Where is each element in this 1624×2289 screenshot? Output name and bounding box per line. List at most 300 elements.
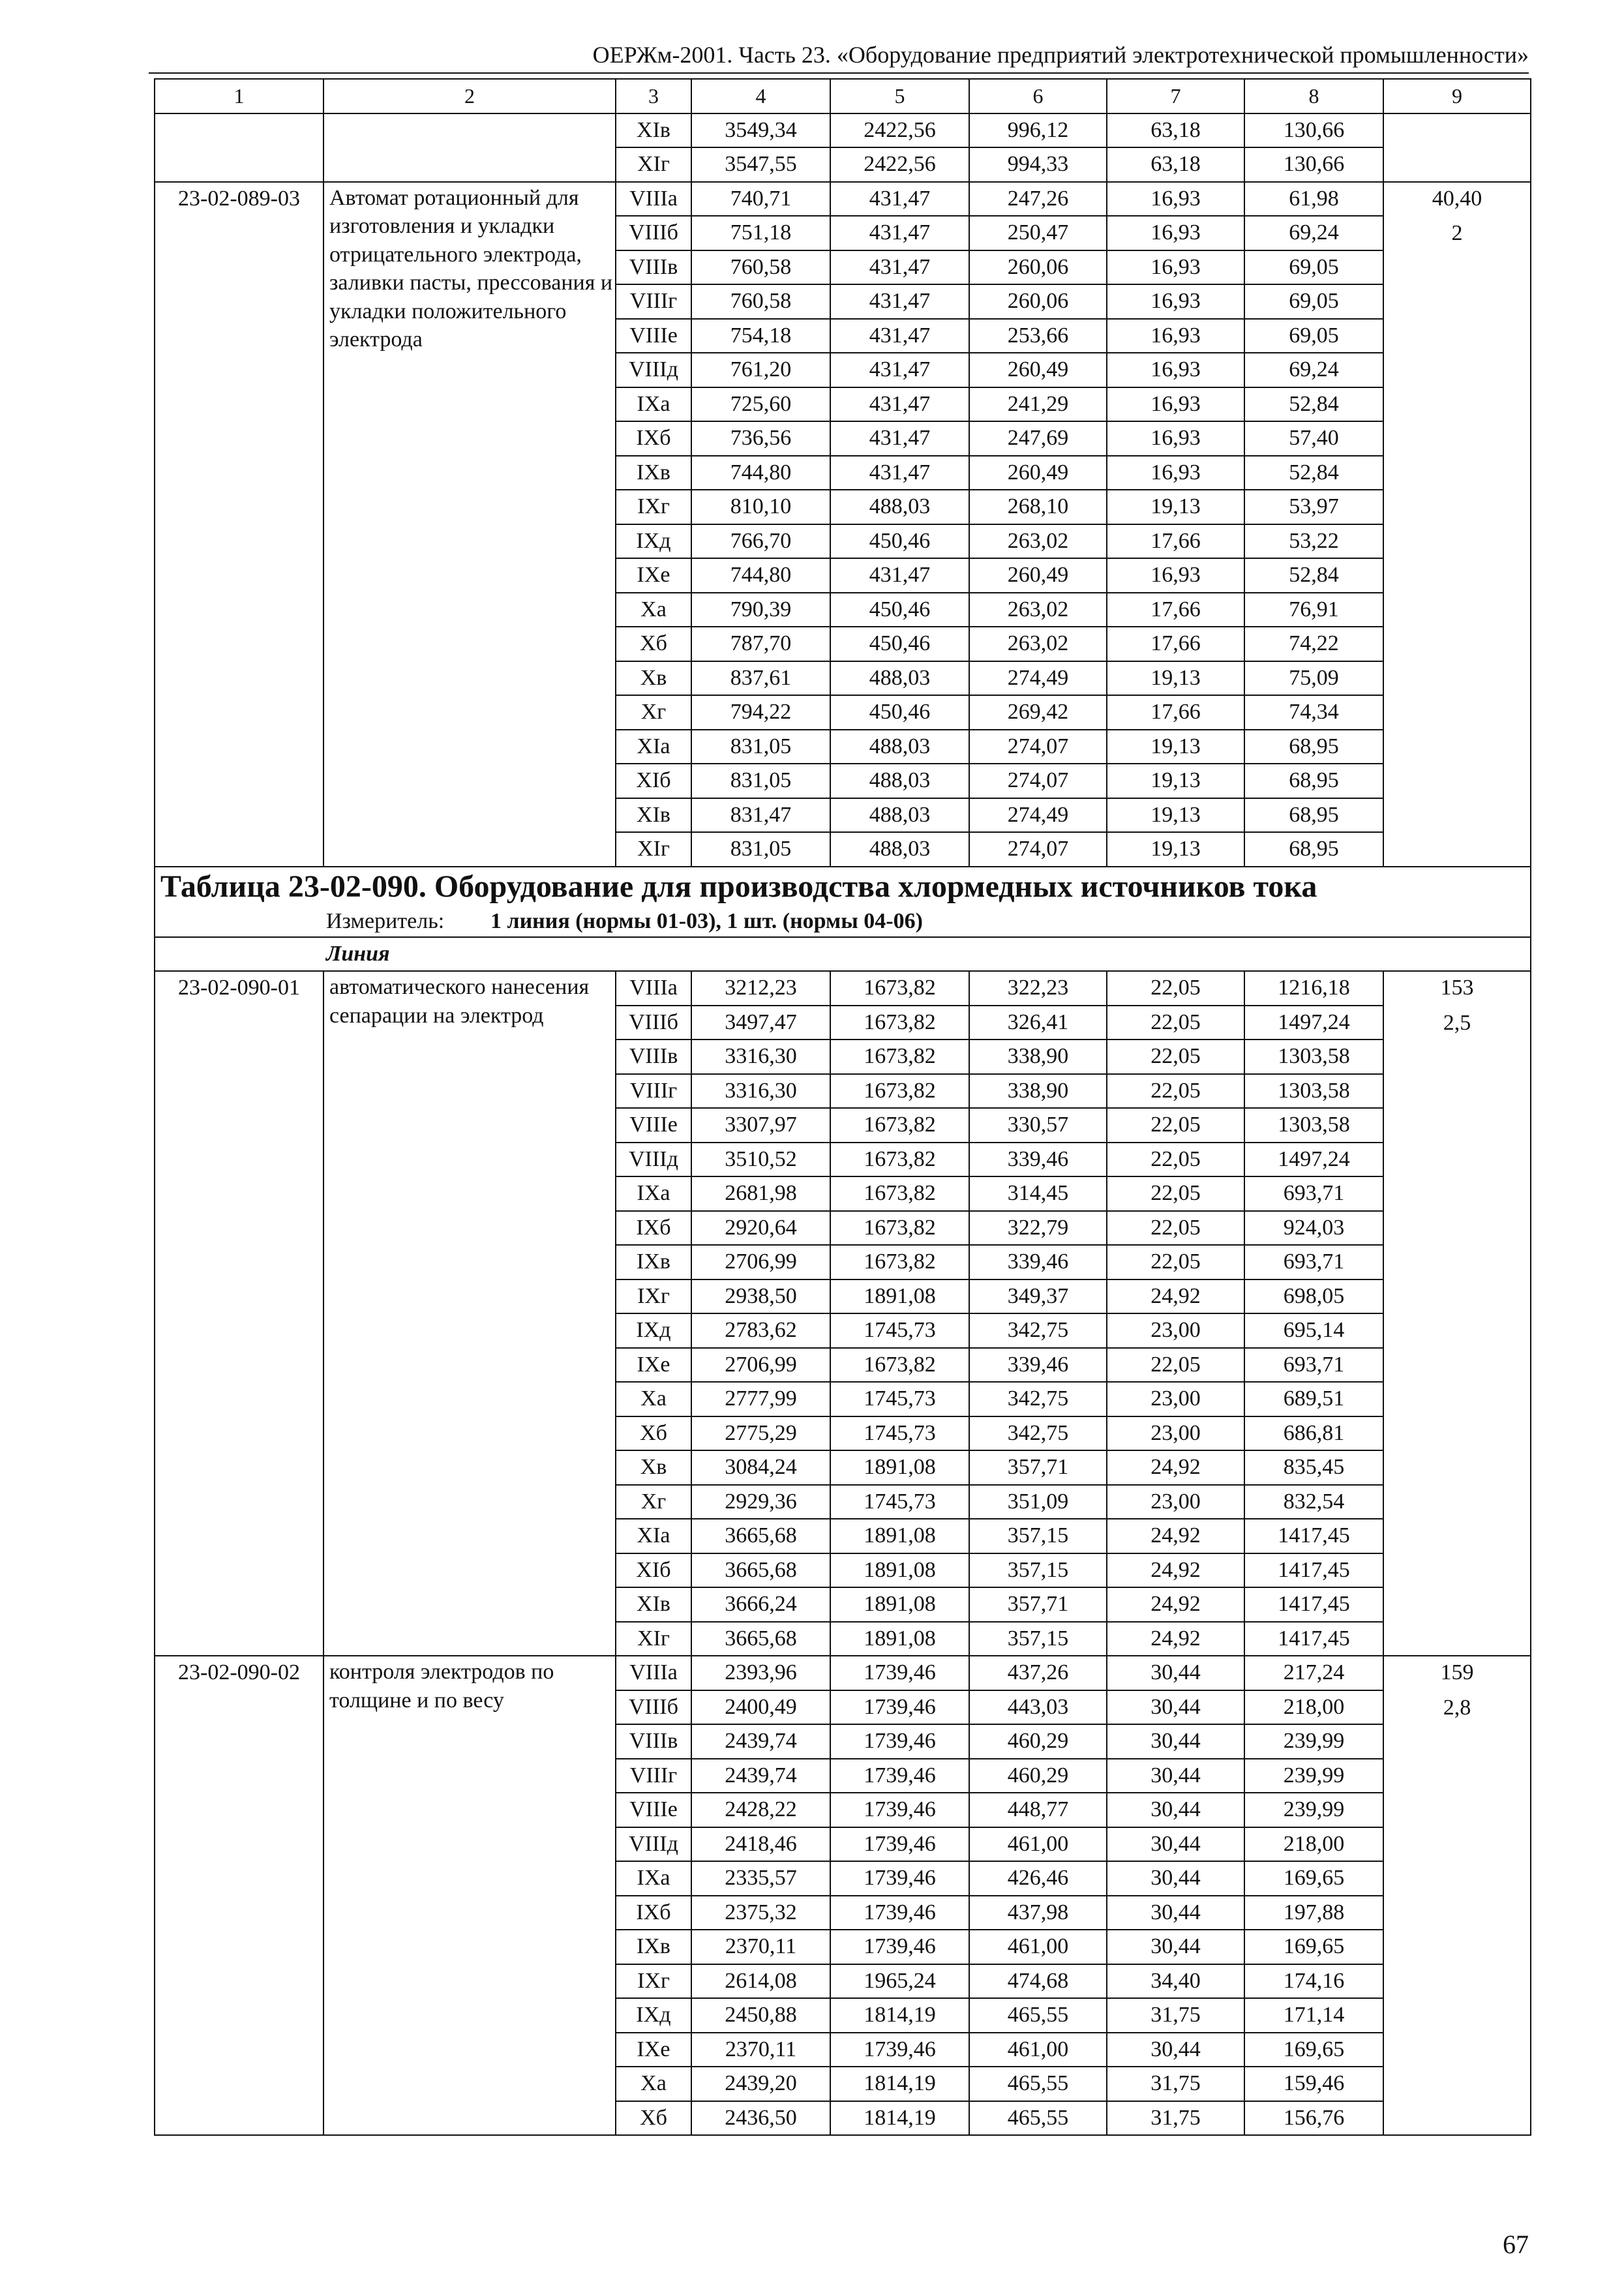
value-cell: 754,18 [691, 319, 830, 353]
value-cell: 74,22 [1244, 627, 1383, 661]
region-cell: IXб [616, 1211, 691, 1246]
value-cell: 322,79 [969, 1211, 1107, 1246]
value-cell: 810,10 [691, 490, 830, 524]
value-cell: 260,49 [969, 558, 1107, 593]
value-cell: 269,42 [969, 695, 1107, 730]
value-cell: 16,93 [1107, 387, 1244, 422]
column-9-value: 2,8 [1443, 1695, 1471, 1720]
value-cell: 1739,46 [830, 1896, 969, 1930]
rate-code: 23-02-090-02 [155, 1656, 323, 2135]
value-cell: 16,93 [1107, 250, 1244, 285]
region-cell: Xа [616, 593, 691, 627]
value-cell: 24,92 [1107, 1279, 1244, 1314]
region-cell: IXа [616, 1176, 691, 1211]
value-cell: 22,05 [1107, 1074, 1244, 1109]
value-cell: 488,03 [830, 764, 969, 798]
region-cell: VIIIг [616, 1759, 691, 1793]
region-cell: IXв [616, 1930, 691, 1964]
value-cell: 431,47 [830, 216, 969, 250]
value-cell: 239,99 [1244, 1759, 1383, 1793]
value-cell: 30,44 [1107, 1724, 1244, 1759]
value-cell: 693,71 [1244, 1245, 1383, 1279]
value-cell: 2375,32 [691, 1896, 830, 1930]
region-cell: IXв [616, 456, 691, 490]
column-9-values [1383, 971, 1531, 1656]
region-cell: Xа [616, 1382, 691, 1416]
value-cell: 342,75 [969, 1416, 1107, 1451]
value-cell: 23,00 [1107, 1382, 1244, 1416]
value-cell: 342,75 [969, 1313, 1107, 1348]
value-cell: 1745,73 [830, 1485, 969, 1519]
value-cell: 740,71 [691, 182, 830, 217]
value-cell: 218,00 [1244, 1690, 1383, 1725]
value-cell: 22,05 [1107, 1108, 1244, 1143]
rates-table [154, 78, 1531, 2136]
value-cell: 169,65 [1244, 2033, 1383, 2067]
value-cell: 30,44 [1107, 1656, 1244, 1690]
region-cell: Xб [616, 627, 691, 661]
measure-row [155, 906, 1531, 937]
value-cell: 1417,45 [1244, 1519, 1383, 1553]
column-9-values [1383, 1656, 1531, 2135]
value-cell: 357,15 [969, 1553, 1107, 1588]
value-cell: 1673,82 [830, 1176, 969, 1211]
region-cell: Xб [616, 2101, 691, 2136]
equipment-description: автоматического нанесения сепарации на электрод [323, 971, 616, 1656]
value-cell: 274,07 [969, 764, 1107, 798]
value-cell: 488,03 [830, 832, 969, 867]
value-cell: 431,47 [830, 421, 969, 456]
value-cell: 461,00 [969, 1930, 1107, 1964]
measure-cell [155, 906, 1531, 937]
value-cell: 217,24 [1244, 1656, 1383, 1690]
value-cell: 53,22 [1244, 524, 1383, 559]
value-cell: 330,57 [969, 1108, 1107, 1143]
value-cell: 2920,64 [691, 1211, 830, 1246]
value-cell: 831,05 [691, 730, 830, 764]
value-cell: 24,92 [1107, 1622, 1244, 1656]
value-cell: 1965,24 [830, 1964, 969, 1999]
value-cell: 1739,46 [830, 1690, 969, 1725]
value-cell: 831,05 [691, 764, 830, 798]
value-cell: 274,49 [969, 798, 1107, 833]
value-cell: 1745,73 [830, 1313, 969, 1348]
value-cell: 19,13 [1107, 730, 1244, 764]
value-cell: 24,92 [1107, 1587, 1244, 1622]
value-cell: 1745,73 [830, 1416, 969, 1451]
value-cell: 23,00 [1107, 1313, 1244, 1348]
value-cell: 68,95 [1244, 832, 1383, 867]
region-cell: Xб [616, 1416, 691, 1451]
value-cell: 766,70 [691, 524, 830, 559]
value-cell: 69,05 [1244, 250, 1383, 285]
value-cell: 22,05 [1107, 1245, 1244, 1279]
region-cell: VIIIд [616, 353, 691, 387]
region-cell: IXд [616, 1998, 691, 2033]
value-cell: 260,06 [969, 284, 1107, 319]
value-cell: 488,03 [830, 661, 969, 696]
value-cell: 218,00 [1244, 1827, 1383, 1862]
value-cell: 994,33 [969, 147, 1107, 182]
value-cell: 1303,58 [1244, 1074, 1383, 1109]
column-number: 1 [155, 79, 323, 113]
value-cell: 30,44 [1107, 1930, 1244, 1964]
header-rule [149, 72, 1529, 74]
value-cell: 1497,24 [1244, 1143, 1383, 1177]
value-cell: 1673,82 [830, 1211, 969, 1246]
value-cell: 263,02 [969, 627, 1107, 661]
equipment-description: Автомат ротационный для изготовления и укладки отрицательного электрода, заливки пасты, прессования и укладки положительного электрода [323, 182, 616, 867]
value-cell: 22,05 [1107, 1040, 1244, 1074]
column-number: 6 [969, 79, 1107, 113]
equipment-description: контроля электродов по толщине и по весу [323, 1656, 616, 2135]
value-cell: 744,80 [691, 456, 830, 490]
column-number: 8 [1244, 79, 1383, 113]
value-cell: 996,12 [969, 113, 1107, 148]
column-9-values [1383, 113, 1531, 182]
value-cell: 1891,08 [830, 1622, 969, 1656]
value-cell: 465,55 [969, 2067, 1107, 2101]
value-cell: 268,10 [969, 490, 1107, 524]
value-cell: 2335,57 [691, 1861, 830, 1896]
value-cell: 31,75 [1107, 2101, 1244, 2136]
value-cell: 1303,58 [1244, 1040, 1383, 1074]
value-cell: 686,81 [1244, 1416, 1383, 1451]
value-cell: 695,14 [1244, 1313, 1383, 1348]
column-number: 7 [1107, 79, 1244, 113]
value-cell: 3665,68 [691, 1553, 830, 1588]
region-cell: VIIIг [616, 1074, 691, 1109]
value-cell: 488,03 [830, 730, 969, 764]
value-cell: 63,18 [1107, 147, 1244, 182]
column-9-value: 2 [1451, 221, 1463, 245]
value-cell: 450,46 [830, 593, 969, 627]
table-row [155, 971, 1531, 1006]
value-cell: 437,26 [969, 1656, 1107, 1690]
region-cell: VIIIд [616, 1143, 691, 1177]
value-cell: 339,46 [969, 1245, 1107, 1279]
region-cell: Xв [616, 661, 691, 696]
value-cell: 1303,58 [1244, 1108, 1383, 1143]
value-cell: 2418,46 [691, 1827, 830, 1862]
value-cell: 1739,46 [830, 1930, 969, 1964]
region-cell: VIIIв [616, 1724, 691, 1759]
value-cell: 787,70 [691, 627, 830, 661]
value-cell: 52,84 [1244, 558, 1383, 593]
value-cell: 17,66 [1107, 627, 1244, 661]
value-cell: 22,05 [1107, 971, 1244, 1006]
value-cell: 16,93 [1107, 558, 1244, 593]
value-cell: 1891,08 [830, 1587, 969, 1622]
value-cell: 74,34 [1244, 695, 1383, 730]
value-cell: 30,44 [1107, 2033, 1244, 2067]
value-cell: 2370,11 [691, 1930, 830, 1964]
value-cell: 24,92 [1107, 1553, 1244, 1588]
value-cell: 357,71 [969, 1587, 1107, 1622]
value-cell: 69,24 [1244, 216, 1383, 250]
value-cell: 3084,24 [691, 1450, 830, 1485]
rate-code: 23-02-089-03 [155, 182, 323, 867]
value-cell: 693,71 [1244, 1348, 1383, 1383]
value-cell: 52,84 [1244, 387, 1383, 422]
value-cell: 431,47 [830, 387, 969, 422]
value-cell: 349,37 [969, 1279, 1107, 1314]
value-cell: 322,23 [969, 971, 1107, 1006]
region-cell: VIIIа [616, 971, 691, 1006]
value-cell: 744,80 [691, 558, 830, 593]
value-cell: 22,05 [1107, 1211, 1244, 1246]
value-cell: 130,66 [1244, 147, 1383, 182]
region-cell: IXе [616, 558, 691, 593]
value-cell: 63,18 [1107, 113, 1244, 148]
value-cell: 19,13 [1107, 490, 1244, 524]
value-cell: 1739,46 [830, 1793, 969, 1827]
value-cell: 17,66 [1107, 524, 1244, 559]
value-cell: 260,06 [969, 250, 1107, 285]
value-cell: 1216,18 [1244, 971, 1383, 1006]
value-cell: 197,88 [1244, 1896, 1383, 1930]
value-cell: 431,47 [830, 182, 969, 217]
value-cell: 1891,08 [830, 1279, 969, 1314]
value-cell: 1814,19 [830, 2101, 969, 2136]
value-cell: 2450,88 [691, 1998, 830, 2033]
value-cell: 16,93 [1107, 456, 1244, 490]
region-cell: Xа [616, 2067, 691, 2101]
value-cell: 3665,68 [691, 1622, 830, 1656]
value-cell: 3497,47 [691, 1006, 830, 1040]
value-cell: 22,05 [1107, 1143, 1244, 1177]
value-cell: 30,44 [1107, 1896, 1244, 1930]
value-cell: 2706,99 [691, 1348, 830, 1383]
region-cell: VIIIб [616, 1006, 691, 1040]
value-cell: 3665,68 [691, 1519, 830, 1553]
value-cell: 357,15 [969, 1519, 1107, 1553]
value-cell: 260,49 [969, 456, 1107, 490]
region-cell: VIIIб [616, 216, 691, 250]
value-cell: 239,99 [1244, 1724, 1383, 1759]
measure-label: Измеритель: [326, 908, 445, 933]
value-cell: 1745,73 [830, 1382, 969, 1416]
value-cell: 2938,50 [691, 1279, 830, 1314]
region-cell: VIIIд [616, 1827, 691, 1862]
value-cell: 260,49 [969, 353, 1107, 387]
value-cell: 448,77 [969, 1793, 1107, 1827]
value-cell: 16,93 [1107, 319, 1244, 353]
value-cell: 30,44 [1107, 1759, 1244, 1793]
value-cell: 488,03 [830, 798, 969, 833]
value-cell: 2370,11 [691, 2033, 830, 2067]
value-cell: 19,13 [1107, 798, 1244, 833]
region-cell: IXе [616, 2033, 691, 2067]
value-cell: 16,93 [1107, 353, 1244, 387]
value-cell: 30,44 [1107, 1793, 1244, 1827]
value-cell: 431,47 [830, 558, 969, 593]
value-cell: 3316,30 [691, 1040, 830, 1074]
value-cell: 924,03 [1244, 1211, 1383, 1246]
value-cell: 3510,52 [691, 1143, 830, 1177]
value-cell: 1673,82 [830, 1108, 969, 1143]
value-cell: 68,95 [1244, 764, 1383, 798]
equipment-description [323, 113, 616, 182]
region-cell: XIг [616, 147, 691, 182]
value-cell: 169,65 [1244, 1861, 1383, 1896]
value-cell: 17,66 [1107, 695, 1244, 730]
value-cell: 1739,46 [830, 1724, 969, 1759]
column-9-value: 2,5 [1443, 1010, 1471, 1035]
region-cell: IXа [616, 1861, 691, 1896]
value-cell: 1673,82 [830, 1348, 969, 1383]
value-cell: 431,47 [830, 319, 969, 353]
value-cell: 169,65 [1244, 1930, 1383, 1964]
value-cell: 2428,22 [691, 1793, 830, 1827]
value-cell: 16,93 [1107, 216, 1244, 250]
value-cell: 174,16 [1244, 1964, 1383, 1999]
value-cell: 61,98 [1244, 182, 1383, 217]
value-cell: 53,97 [1244, 490, 1383, 524]
value-cell: 1673,82 [830, 1143, 969, 1177]
value-cell: 431,47 [830, 456, 969, 490]
table-title: Таблица 23-02-090. Оборудование для производства хлормедных источников тока [155, 867, 1531, 906]
value-cell: 16,93 [1107, 284, 1244, 319]
value-cell: 2706,99 [691, 1245, 830, 1279]
value-cell: 1739,46 [830, 1861, 969, 1896]
value-cell: 1673,82 [830, 1074, 969, 1109]
value-cell: 2422,56 [830, 113, 969, 148]
value-cell: 3212,23 [691, 971, 830, 1006]
value-cell: 460,29 [969, 1724, 1107, 1759]
value-cell: 23,00 [1107, 1485, 1244, 1519]
value-cell: 1739,46 [830, 1827, 969, 1862]
value-cell: 69,05 [1244, 284, 1383, 319]
value-cell: 443,03 [969, 1690, 1107, 1725]
region-cell: XIб [616, 1553, 691, 1588]
column-number: 9 [1383, 79, 1531, 113]
column-number: 3 [616, 79, 691, 113]
value-cell: 22,05 [1107, 1348, 1244, 1383]
value-cell: 19,13 [1107, 764, 1244, 798]
region-cell: IXа [616, 387, 691, 422]
region-cell: IXг [616, 1279, 691, 1314]
value-cell: 1673,82 [830, 1006, 969, 1040]
column-number-row [155, 79, 1531, 113]
region-cell: VIIIб [616, 1690, 691, 1725]
value-cell: 698,05 [1244, 1279, 1383, 1314]
value-cell: 693,71 [1244, 1176, 1383, 1211]
value-cell: 68,95 [1244, 798, 1383, 833]
region-cell: Xв [616, 1450, 691, 1485]
value-cell: 1891,08 [830, 1553, 969, 1588]
value-cell: 19,13 [1107, 661, 1244, 696]
value-cell: 247,26 [969, 182, 1107, 217]
region-cell: IXб [616, 421, 691, 456]
value-cell: 241,29 [969, 387, 1107, 422]
value-cell: 2775,29 [691, 1416, 830, 1451]
value-cell: 274,07 [969, 730, 1107, 764]
column-number: 5 [830, 79, 969, 113]
running-header: ОЕРЖм-2001. Часть 23. «Оборудование предприятий электротехнической промышленности» [592, 42, 1529, 68]
value-cell: 831,05 [691, 832, 830, 867]
value-cell: 130,66 [1244, 113, 1383, 148]
value-cell: 19,13 [1107, 832, 1244, 867]
value-cell: 274,07 [969, 832, 1107, 867]
value-cell: 1739,46 [830, 1656, 969, 1690]
table-row [155, 1656, 1531, 1690]
value-cell: 1417,45 [1244, 1622, 1383, 1656]
value-cell: 76,91 [1244, 593, 1383, 627]
column-9-value: 159 [1440, 1660, 1474, 1684]
value-cell: 465,55 [969, 1998, 1107, 2033]
value-cell: 1814,19 [830, 1998, 969, 2033]
value-cell: 68,95 [1244, 730, 1383, 764]
value-cell: 832,54 [1244, 1485, 1383, 1519]
value-cell: 171,14 [1244, 1998, 1383, 2033]
value-cell: 2614,08 [691, 1964, 830, 1999]
value-cell: 474,68 [969, 1964, 1107, 1999]
region-cell: VIIIг [616, 284, 691, 319]
value-cell: 460,29 [969, 1759, 1107, 1793]
value-cell: 34,40 [1107, 1964, 1244, 1999]
value-cell: 326,41 [969, 1006, 1107, 1040]
value-cell: 22,05 [1107, 1006, 1244, 1040]
section-row [155, 937, 1531, 972]
page-number: 67 [1503, 2230, 1529, 2259]
measure-value: 1 линия (нормы 01-03), 1 шт. (нормы 04-06) [490, 908, 923, 933]
value-cell: 1417,45 [1244, 1553, 1383, 1588]
value-cell: 69,05 [1244, 319, 1383, 353]
value-cell: 1497,24 [1244, 1006, 1383, 1040]
region-cell: VIIIв [616, 250, 691, 285]
value-cell: 2400,49 [691, 1690, 830, 1725]
value-cell: 760,58 [691, 250, 830, 285]
region-cell: XIг [616, 832, 691, 867]
value-cell: 159,46 [1244, 2067, 1383, 2101]
value-cell: 2422,56 [830, 147, 969, 182]
region-cell: VIIIв [616, 1040, 691, 1074]
value-cell: 31,75 [1107, 2067, 1244, 2101]
value-cell: 1891,08 [830, 1519, 969, 1553]
value-cell: 351,09 [969, 1485, 1107, 1519]
value-cell: 357,15 [969, 1622, 1107, 1656]
value-cell: 725,60 [691, 387, 830, 422]
value-cell: 357,71 [969, 1450, 1107, 1485]
value-cell: 450,46 [830, 524, 969, 559]
value-cell: 431,47 [830, 250, 969, 285]
value-cell: 342,75 [969, 1382, 1107, 1416]
value-cell: 2439,74 [691, 1724, 830, 1759]
region-cell: XIв [616, 1587, 691, 1622]
value-cell: 465,55 [969, 2101, 1107, 2136]
value-cell: 30,44 [1107, 1827, 1244, 1862]
region-cell: IXе [616, 1348, 691, 1383]
value-cell: 2929,36 [691, 1485, 830, 1519]
region-cell: XIа [616, 1519, 691, 1553]
region-cell: Xг [616, 695, 691, 730]
value-cell: 338,90 [969, 1074, 1107, 1109]
region-cell: XIв [616, 798, 691, 833]
value-cell: 17,66 [1107, 593, 1244, 627]
value-cell: 3666,24 [691, 1587, 830, 1622]
value-cell: 52,84 [1244, 456, 1383, 490]
column-9-values [1383, 182, 1531, 867]
region-cell: IXг [616, 1964, 691, 1999]
value-cell: 426,46 [969, 1861, 1107, 1896]
value-cell: 30,44 [1107, 1861, 1244, 1896]
value-cell: 22,05 [1107, 1176, 1244, 1211]
value-cell: 30,44 [1107, 1690, 1244, 1725]
value-cell: 338,90 [969, 1040, 1107, 1074]
value-cell: 751,18 [691, 216, 830, 250]
value-cell: 57,40 [1244, 421, 1383, 456]
